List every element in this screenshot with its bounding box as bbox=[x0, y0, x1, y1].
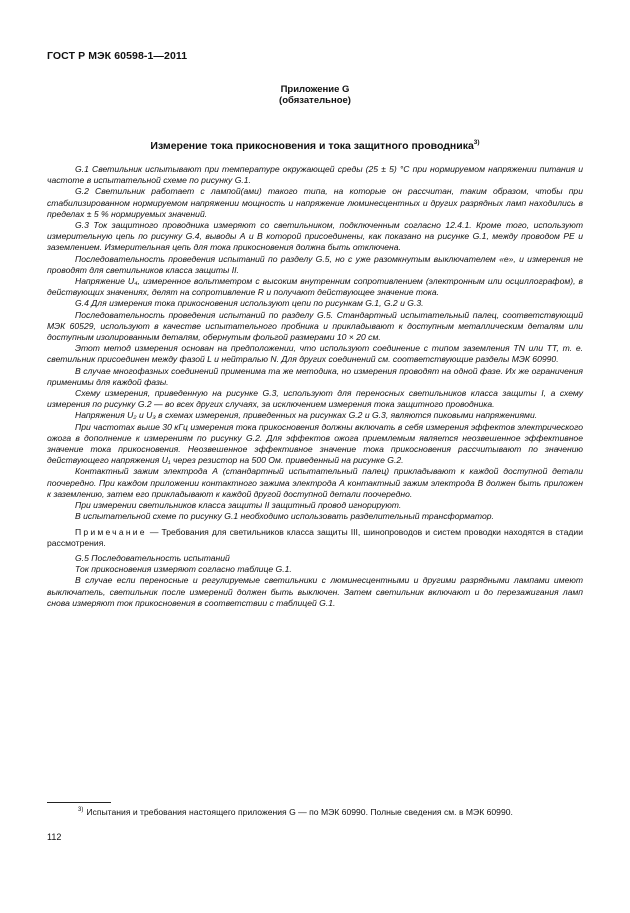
standard-header: ГОСТ Р МЭК 60598-1—2011 bbox=[47, 50, 188, 62]
title-footnote-mark: 3) bbox=[473, 139, 480, 146]
paragraph-g3: G.3 Ток защитного проводника измеряют со светильником, подключенным согласно 12.4.1. Кроме того, используют измерительную цепь по рисунку G.4, выводы А и В которой присоединены, как показано на рисунке G.1, между проводом РЕ и заземлением. Измерительная цепь для тока прикосновения должна быть отключена. bbox=[47, 220, 583, 253]
paragraph-g4-peak: Напряжения U₂ и U₃ в схемах измерения, приведенных на рисунках G.2 и G.3, являются пиковыми напряжениями. bbox=[75, 410, 538, 421]
paragraph-g1: G.1 Светильник испытывают при температуре окружающей среды (25 ± 5) °С при нормируемом напряжении питания и частоте в испытательной схеме по рисунку G.1. bbox=[47, 164, 583, 186]
appendix-label: Приложение G bbox=[280, 84, 350, 95]
appendix-status: (обязательное) bbox=[279, 95, 351, 106]
paragraph-g4: G.4 Для измерения тока прикосновения используют цепи по рисункам G.1, G.2 и G.3. bbox=[75, 298, 424, 309]
footnote bbox=[78, 807, 588, 817]
paragraph-g5-heading: G.5 Последовательность испытаний bbox=[75, 552, 230, 563]
paragraph-g4-method: Этот метод измерения основан на предположении, что используют соединение с типом заземления TN или TT, т. е. светильник присоединен между фазой L и нейтралью N. Для других соединений см. соответствующие разделы МЭК 60990. bbox=[47, 343, 583, 365]
footnote-divider bbox=[47, 802, 111, 803]
paragraph-g4-electrode: Контактный зажим электрода А (стандартный испытательный палец) прикладывают к каждой доступной детали поочередно. При каждом приложении контактного зажима электрода А контактный зажим электрода В должен быть приложен к заземлению, затем его прикладывают к каждой другой доступной детали поочередно. bbox=[47, 466, 583, 499]
document-body bbox=[47, 164, 583, 609]
paragraph-g4-scheme: Схему измерения, приведенную на рисунке G.3, используют для переносных светильников класса защиты I, а схему измерения по рисунку G.2 — во всех других случаях, за исключением измерения тока защитного проводника. bbox=[47, 388, 583, 410]
paragraph-g4-transformer: В испытательной схеме по рисунку G.1 необходимо использовать разделительный трансформатор. bbox=[75, 511, 494, 522]
note-text: — Требования для светильников класса защиты III, шинопроводов и систем проводки находятся в стадии рассмотрения. bbox=[47, 526, 583, 548]
paragraph-g2: G.2 Светильник работает с лампой(ами) такого типа, на которые он рассчитан, таким образом, чтобы при стабилизированном нормируемом напряжении мощность и напряжение люминесцентных и других разрядных ламп находились в пределах ± 5 % нормируемых значений. bbox=[47, 186, 583, 219]
section-title-text: Измерение тока прикосновения и тока защитного проводника bbox=[150, 140, 474, 152]
paragraph-g3-sequence: Последовательность проведения испытаний по разделу G.5, но с уже разомкнутым выключателем «е», и измерения не проводят для светильников класса защиты II. bbox=[47, 253, 583, 275]
paragraph-g4-sequence: Последовательность проведения испытаний по разделу G.5. Стандартный испытательный палец, соответствующий МЭК 60529, используют в качестве испытательного пробника и прикладывают к доступным металлическим деталям или доступным изолированным деталям, обернутым фольгой размерами 10 × 20 см. bbox=[47, 309, 583, 343]
page-number: 112 bbox=[47, 832, 62, 842]
note bbox=[47, 527, 583, 549]
paragraph-g5-table: Ток прикосновения измеряют согласно таблице G.1. bbox=[75, 564, 292, 575]
paragraph-g5-switch: В случае если переносные и регулируемые светильники с люминесцентными и другими разрядными лампами имеют выключатель, светильник после измерений должен быть выключен. Затем светильник включают и до перезажигания ламп снова измеряют ток прикосновения в соответствии с таблицей G.1. bbox=[47, 575, 583, 608]
note-label: Примечание bbox=[75, 526, 147, 537]
paragraph-g4-frequency: При частотах выше 30 кГц измерения тока прикосновения должны включать в себя измерения эффектов электрического ожога в дополнение к измерениям по рисунку G.2. Для эффектов ожога приемлемым является неозвешенное эффективное значение тока прикосновения. Неозвешенное эффективное значение тока прикосновения рассчитывают по значению действующего напряжения U₁ через резистор на 500 Ом. приведенный на рисунке G.2. bbox=[47, 421, 583, 466]
paragraph-g4-multiphase: В случае многофазных соединений применима та же методика, но измерения проводят на одной фазе. Их же ограничения применимы для каждой фазы. bbox=[47, 365, 583, 387]
paragraph-g3-voltage: Напряжение U₄, измеренное вольтметром с высоким внутренним сопротивлением (электронным или осциллографом), в действующих значениях, делят на сопротивление R и получают действующее значение тока. bbox=[47, 276, 583, 298]
footnote-text: Испытания и требования настоящего приложения G — по МЭК 60990. Полные сведения см. в МЭК 60990. bbox=[86, 807, 513, 817]
footnote-mark: 3) bbox=[78, 807, 84, 813]
section-title bbox=[0, 139, 630, 152]
paragraph-g4-class2: При измерении светильников класса защиты II защитный провод игнорируют. bbox=[75, 500, 402, 511]
